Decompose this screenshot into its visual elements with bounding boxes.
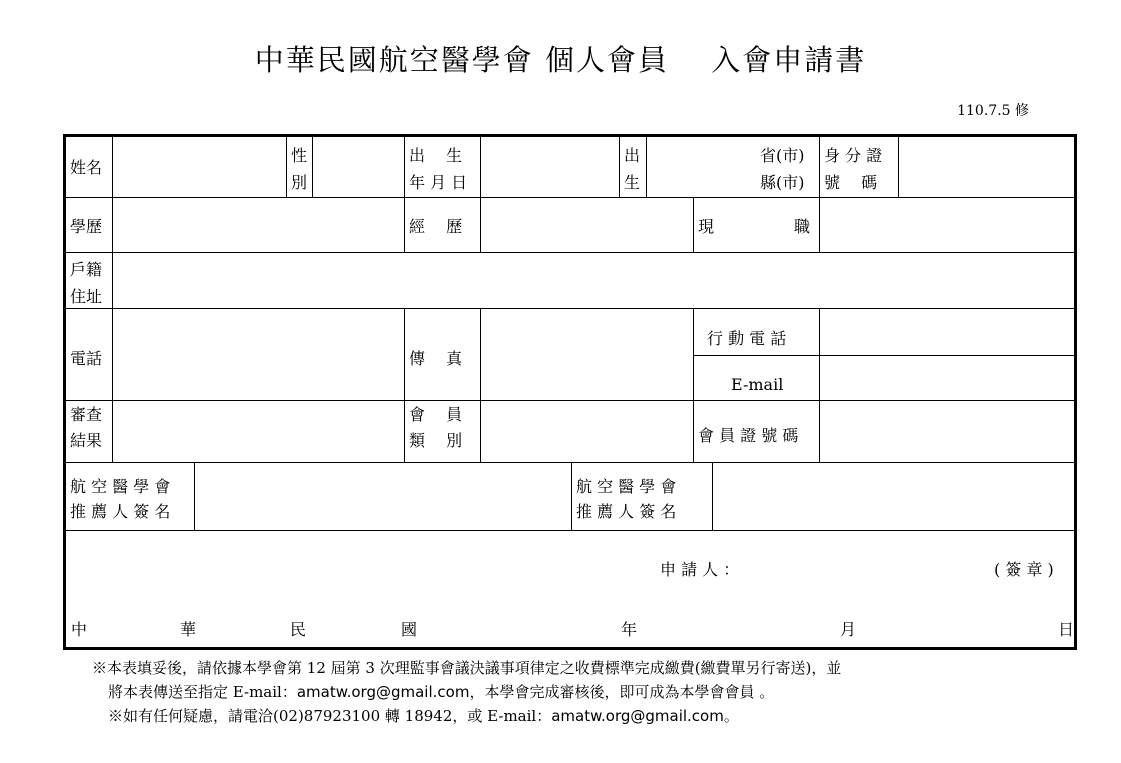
education-label: 學歷 (70, 217, 103, 236)
row-divider-1 (66, 197, 1074, 198)
date-year-label: 年 (621, 620, 638, 639)
col-divider (571, 462, 572, 530)
col-divider (312, 137, 313, 197)
col-divider (619, 137, 620, 197)
col-divider (112, 197, 113, 252)
date-day-label: 日 (1058, 620, 1075, 639)
address-label: 住址 (70, 287, 103, 306)
date-label: 民 (290, 620, 307, 639)
recommender-label: 推 薦 人 簽 名 (576, 502, 677, 521)
note-line: ※本表填妥後，請依據本學會第 12 屆第 3 次理監事會議決議事項律定之收費標準完成繳費(繳費單另行寄送)，並 (92, 659, 842, 677)
col-divider (194, 462, 195, 530)
revision-label: 110.7.5 修 (957, 103, 1029, 119)
note-line (92, 704, 841, 728)
col-divider (112, 252, 113, 308)
col-divider (112, 137, 113, 197)
address-label: 戶籍 (70, 260, 103, 279)
row-divider-2 (66, 252, 1074, 253)
col-divider (898, 137, 899, 197)
recommender-label: 航 空 醫 學 會 (576, 477, 677, 496)
col-divider (404, 197, 405, 252)
col-divider (646, 137, 647, 197)
col-divider (693, 197, 694, 252)
date-month-label: 月 (840, 620, 857, 639)
name-label: 姓名 (70, 158, 103, 177)
col-divider (480, 137, 481, 197)
mobile-email-divider (693, 355, 1074, 356)
page-title: 中華民國航空醫學會 個人會員 入會申請書 (254, 43, 867, 77)
id-number-label: 號 碼 (824, 173, 878, 192)
col-divider (819, 308, 820, 462)
county-label: 縣(市) (760, 173, 805, 192)
col-divider (112, 308, 113, 462)
review-result-label: 結果 (70, 431, 103, 450)
notes (92, 656, 841, 728)
recommender-label: 推 薦 人 簽 名 (70, 502, 171, 521)
member-number-label: 會 員 證 號 碼 (698, 426, 799, 445)
row-divider-4 (66, 400, 1074, 401)
col-divider (693, 308, 694, 462)
note-text: ※如有任何疑慮，請電洽(02)87923100 轉 18942，或 E-mail： (108, 707, 552, 725)
fax-label: 傳 真 (409, 349, 463, 368)
row-divider-6 (66, 530, 1074, 531)
col-divider (286, 137, 287, 197)
col-divider (480, 308, 481, 462)
gender-label: 別 (291, 173, 308, 192)
recommender-label: 航 空 醫 學 會 (70, 477, 171, 496)
col-divider (404, 137, 405, 197)
birthplace-label: 出 (624, 146, 641, 165)
birth-date-label: 年 月 日 (409, 173, 468, 192)
experience-label: 經 歷 (409, 217, 463, 236)
current-job-label: 現 職 (698, 217, 811, 236)
review-result-label: 審查 (70, 405, 103, 424)
applicant-label: 申 請 人 ： (660, 560, 740, 579)
member-type-label: 類 別 (409, 431, 463, 450)
col-divider (819, 137, 820, 197)
note-text: 將本表傳送至指定 E-mail： (108, 683, 297, 701)
date-label: 國 (401, 620, 418, 639)
email-label: E-mail (731, 375, 784, 394)
row-divider-5 (66, 462, 1074, 463)
birthplace-label: 生 (624, 173, 641, 192)
mobile-label: 行 動 電 話 (707, 329, 787, 348)
note-text: ，本學會完成審核後，即可成為本學會會員 。 (469, 683, 775, 701)
date-label: 華 (180, 620, 197, 639)
email-address: amatw.org@gmail.com (551, 707, 724, 725)
province-label: 省(市) (760, 146, 805, 165)
phone-label: 電話 (70, 349, 103, 368)
application-form (63, 134, 1077, 650)
row-divider-3 (66, 308, 1074, 309)
note-line (92, 680, 841, 704)
note-text: 。 (723, 707, 739, 725)
col-divider (712, 462, 713, 530)
id-number-label: 身 分 證 (824, 146, 883, 165)
member-type-label: 會 員 (409, 405, 463, 424)
email-address: amatw.org@gmail.com (296, 683, 470, 701)
seal-label: ( 簽 章 ) (994, 560, 1054, 579)
col-divider (480, 197, 481, 252)
birth-date-label: 出 生 (409, 146, 463, 165)
date-label: 中 (71, 620, 88, 639)
gender-label: 性 (291, 146, 308, 165)
col-divider (819, 197, 820, 252)
col-divider (404, 308, 405, 462)
